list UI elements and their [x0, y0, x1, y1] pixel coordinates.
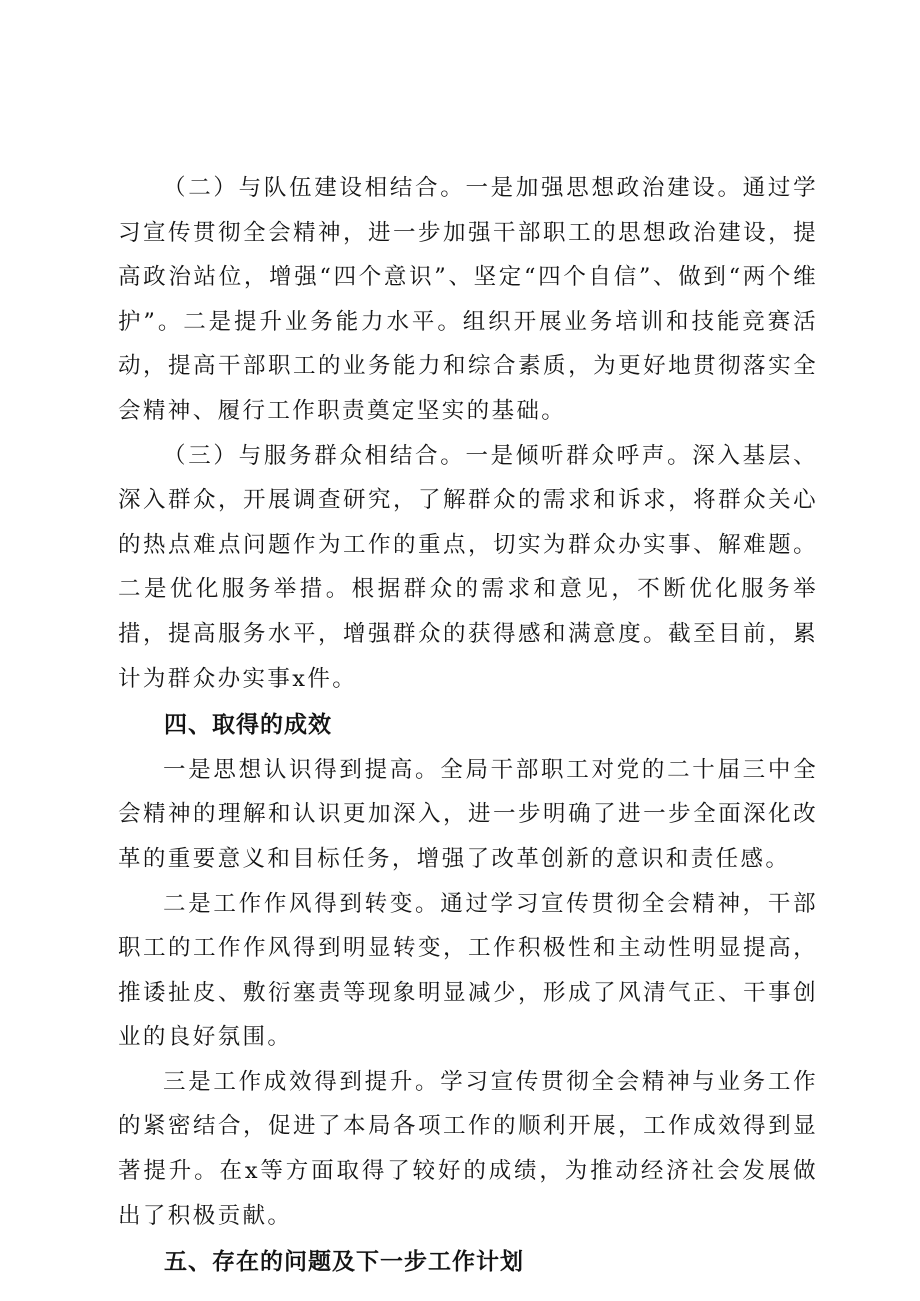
paragraph-serve-masses: （三）与服务群众相结合。一是倾听群众呼声。深入基层、深入群众，开展调查研究，了解群众的需求和诉求，将群众关心的热点难点问题作为工作的重点，切实为群众办实事、解难题。二是优化服务举措。根据群众的需求和意见，不断优化服务举措，提高服务水平，增强群众的获得感和满意度。截至目前，累计为群众办实事x件。: [118, 442, 818, 692]
section-heading-results: 四、取得的成效: [164, 712, 332, 739]
paragraph-team-building: （二）与队伍建设相结合。一是加强思想政治建设。通过学习宣传贯彻全会精神，进一步加强干部职工的思想政治建设，提高政治站位，增强“四个意识”、坚定“四个自信”、做到“两个维护”。二是提升业务能力水平。组织开展业务培训和技能竞赛活动，提高干部职工的业务能力和综合素质，为更好地贯彻落实全会精神、履行工作职责奠定坚实的基础。: [118, 175, 818, 424]
paragraph-style-changed: 二是工作作风得到转变。通过学习宣传贯彻全会精神，干部职工的工作作风得到明显转变，工作积极性和主动性明显提高，推诿扯皮、敷衍塞责等现象明显减少，形成了风清气正、干事创业的良好氛围。: [118, 890, 818, 1051]
paragraph-thinking-improved: 一是思想认识得到提高。全局干部职工对党的二十届三中全会精神的理解和认识更加深入，进一步明确了进一步全面深化改革的重要意义和目标任务，增强了改革创新的意识和责任感。: [118, 756, 818, 872]
document-body: [118, 166, 818, 1285]
paragraph-effectiveness-improved: 三是工作成效得到提升。学习宣传贯彻全会精神与业务工作的紧密结合，促进了本局各项工作的顺利开展，工作成效得到显著提升。在x等方面取得了较好的成绩，为推动经济社会发展做出了积极贡献。: [118, 1068, 818, 1229]
section-heading-problems-plan: 五、存在的问题及下一步工作计划: [164, 1249, 524, 1276]
